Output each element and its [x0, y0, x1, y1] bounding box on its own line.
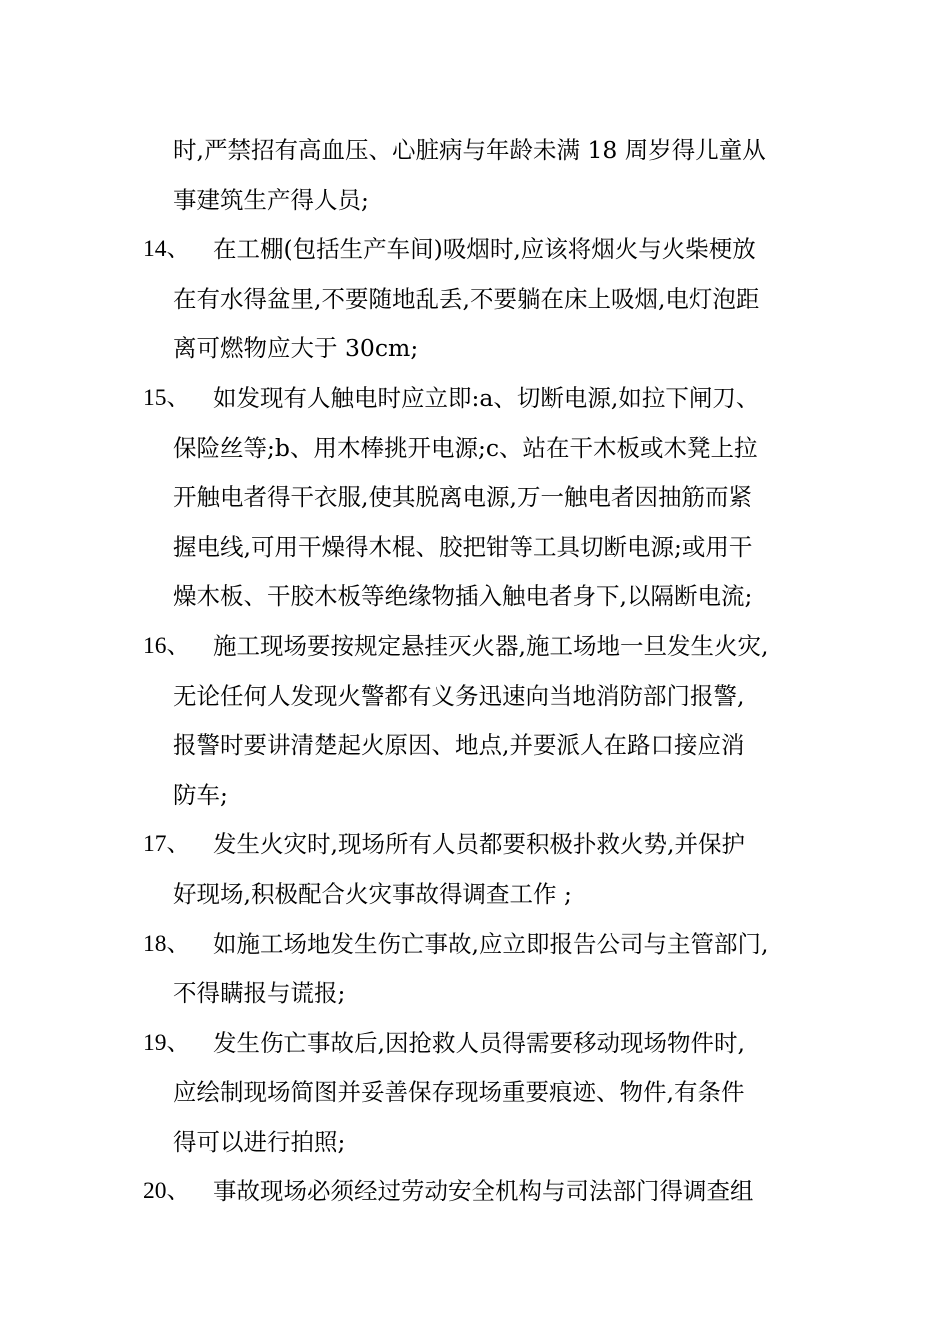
text-line: 报警时要讲清楚起火原因、地点,并要派人在路口接应消	[173, 731, 745, 760]
text-line: 得可以进行拍照;	[173, 1127, 346, 1156]
text-line: 不得瞒报与谎报;	[173, 979, 346, 1008]
text-line: 施工现场要按规定悬挂灭火器,施工场地一旦发生火灾,	[213, 631, 769, 660]
list-item	[143, 920, 823, 1019]
text-line: 燥木板、干胶木板等绝缘物插入触电者身下,以隔断电流;	[173, 582, 753, 611]
list-item	[143, 225, 823, 374]
text-line: 握电线,可用干燥得木棍、胶把钳等工具切断电源;或用干	[173, 532, 753, 561]
text-line: 发生伤亡事故后,因抢救人员得需要移动现场物件时,	[213, 1028, 745, 1057]
text-line: 事故现场必须经过劳动安全机构与司法部门得调查组	[213, 1177, 754, 1206]
text-line: 防车;	[173, 780, 228, 809]
item-number: 16、	[143, 632, 190, 659]
text-line: 保险丝等;b、用木棒挑开电源;c、站在干木板或木凳上拉	[173, 433, 758, 462]
text-line: 离可燃物应大于 30cm;	[173, 334, 419, 363]
item-number: 17、	[143, 831, 190, 858]
item-number: 18、	[143, 930, 190, 957]
text-line: 应绘制现场简图并妥善保存现场重要痕迹、物件,有条件	[173, 1078, 745, 1107]
text-line: 在工棚(包括生产车间)吸烟时,应该将烟火与火柴梗放	[213, 235, 756, 264]
item-number: 15、	[143, 384, 190, 411]
text-line: 事建筑生产得人员;	[173, 185, 369, 214]
text-line: 无论任何人发现火警都有义务迅速向当地消防部门报警,	[173, 681, 745, 710]
text-line: 时,严禁招有高血压、心脏病与年龄未满 18 周岁得儿童从	[173, 136, 766, 164]
list-item	[143, 622, 823, 820]
text-line: 在有水得盆里,不要随地乱丢,不要躺在床上吸烟,电灯泡距	[173, 284, 760, 313]
list-item	[143, 374, 823, 622]
item-number: 20、	[143, 1178, 190, 1205]
body-text	[143, 126, 823, 1217]
text-line: 开触电者得干衣服,使其脱离电源,万一触电者因抽筋而紧	[173, 483, 752, 512]
item-number: 19、	[143, 1029, 190, 1056]
list-item	[143, 1019, 823, 1168]
text-line: 好现场,积极配合火灾事故得调查工作 ;	[173, 879, 572, 908]
list-item	[143, 1167, 823, 1217]
list-item	[143, 126, 823, 225]
text-line: 如发现有人触电时应立即:a、切断电源,如拉下闸刀、	[213, 383, 760, 412]
list-item	[143, 820, 823, 919]
item-number: 14、	[143, 236, 190, 263]
text-line: 发生火灾时,现场所有人员都要积极扑救火势,并保护	[213, 830, 745, 859]
text-line: 如施工场地发生伤亡事故,应立即报告公司与主管部门,	[213, 929, 769, 958]
